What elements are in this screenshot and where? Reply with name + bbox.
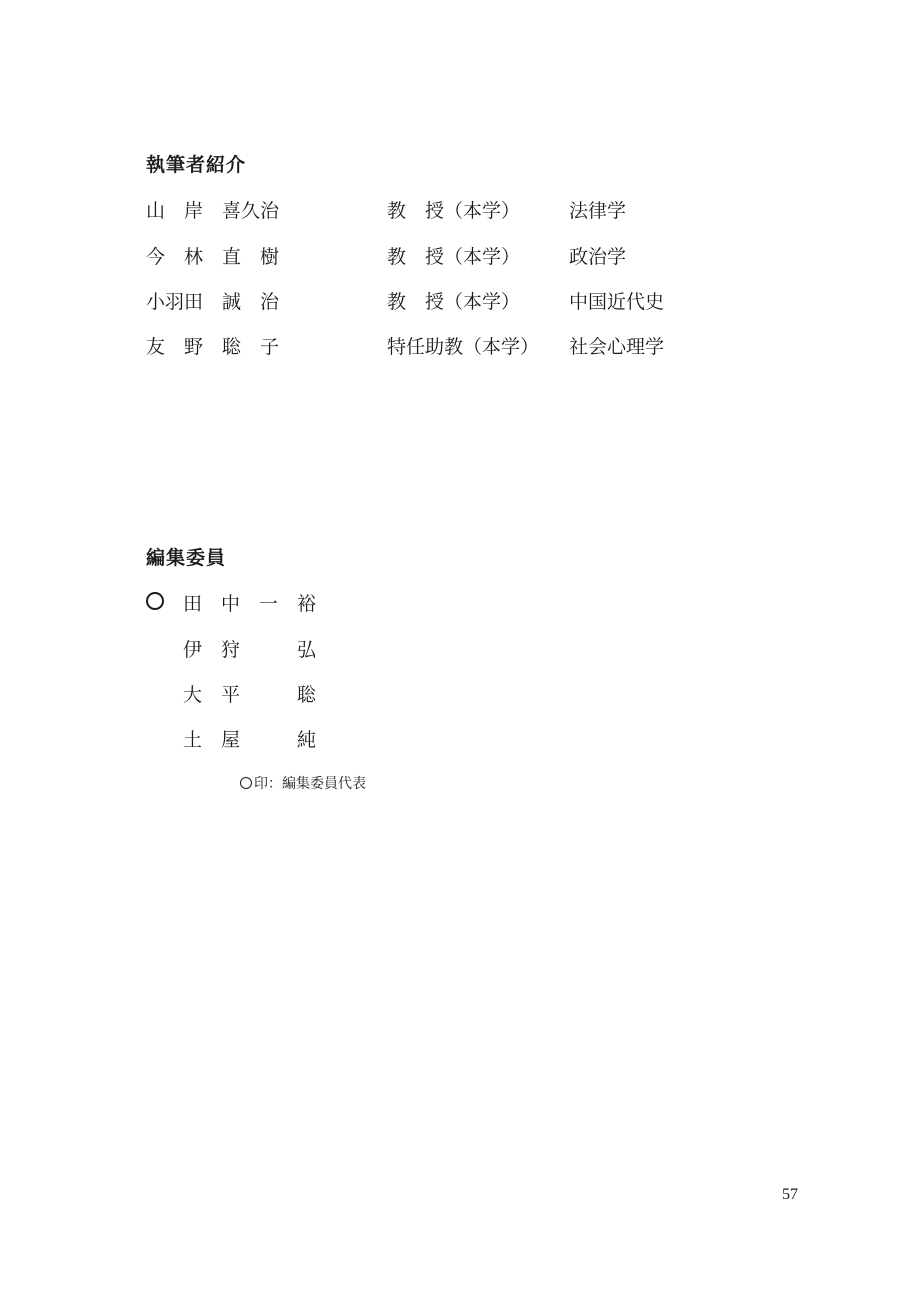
authors-heading: 執筆者紹介 bbox=[146, 154, 247, 176]
author-row bbox=[0, 242, 917, 272]
editor-name: 田 中 一 裕 bbox=[183, 593, 317, 615]
editor-row bbox=[0, 635, 917, 665]
page-number: 57 bbox=[782, 1186, 798, 1203]
editor-row bbox=[0, 725, 917, 755]
author-field: 社会心理学 bbox=[569, 336, 665, 358]
author-title: 教 授（本学） bbox=[387, 200, 521, 222]
editor-name: 土 屋 純 bbox=[183, 729, 317, 751]
representative-note bbox=[240, 773, 366, 793]
editors-heading: 編集委員 bbox=[146, 547, 227, 569]
editor-row bbox=[0, 680, 917, 710]
note-text: 印：編集委員代表 bbox=[254, 776, 366, 792]
editor-name: 大 平 聡 bbox=[183, 684, 317, 706]
author-name: 山 岸 喜久治 bbox=[146, 200, 280, 222]
author-title: 教 授（本学） bbox=[387, 246, 521, 268]
editor-row bbox=[0, 589, 917, 619]
author-name: 友 野 聡 子 bbox=[146, 336, 280, 358]
author-name: 小羽田 誠 治 bbox=[146, 291, 280, 313]
author-row bbox=[0, 196, 917, 226]
author-name: 今 林 直 樹 bbox=[146, 246, 280, 268]
author-title: 教 授（本学） bbox=[387, 291, 521, 313]
author-row bbox=[0, 332, 917, 362]
circle-icon bbox=[240, 777, 252, 789]
author-field: 法律学 bbox=[569, 200, 627, 222]
author-title: 特任助教（本学） bbox=[387, 336, 540, 358]
editor-name: 伊 狩 弘 bbox=[183, 639, 317, 661]
author-field: 中国近代史 bbox=[569, 291, 665, 313]
representative-circle-icon bbox=[146, 592, 164, 610]
author-field: 政治学 bbox=[569, 246, 627, 268]
author-row bbox=[0, 287, 917, 317]
